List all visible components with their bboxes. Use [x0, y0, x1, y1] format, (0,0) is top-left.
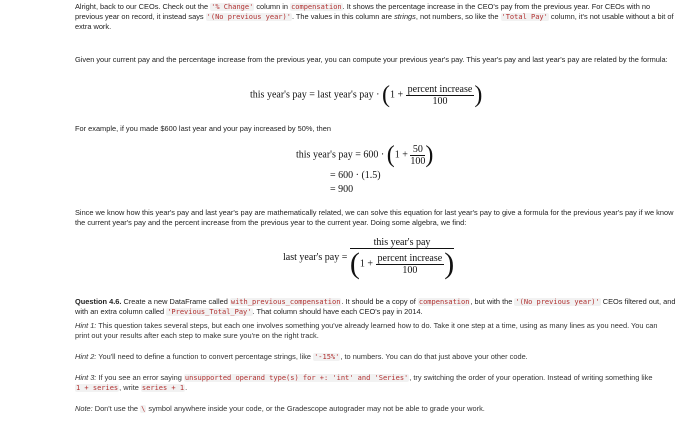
hint-1	[75, 321, 665, 341]
formula-one-plus: 1 +	[389, 89, 404, 101]
hint-label: Hint 3:	[75, 373, 97, 382]
formula-example-line2: = 600 · (1.5)	[330, 170, 381, 181]
code-series-plus-one: series + 1	[141, 384, 185, 392]
code-compensation: compensation	[418, 298, 470, 306]
hint-label: Hint 2:	[75, 352, 97, 361]
text: , but with the	[470, 297, 515, 306]
text: , not numbers, so like the	[415, 12, 501, 21]
hint-text: , try switching the order of your operation. Instead of writing something like	[409, 373, 653, 382]
fraction-denominator: 100	[432, 95, 448, 107]
fraction-numerator: 50	[410, 144, 425, 156]
note	[75, 404, 665, 414]
hint-text: , to numbers. You can do that just above your other code.	[340, 352, 528, 361]
example-paragraph: For example, if you made $600 last year and your pay increased by 50%, then	[75, 124, 331, 133]
hint-text: If you see an error saying	[96, 373, 184, 382]
intro-paragraph	[75, 2, 677, 32]
text: . It shows the percentage increase in the CEO's pay from the previous year. For CEOs with no previous year on record, it instead says	[75, 2, 651, 21]
formula-one-plus: 1 +	[359, 258, 374, 270]
code-no-previous-year: '(No previous year)'	[206, 13, 291, 21]
left-paren: (	[386, 142, 395, 168]
inner-fraction	[376, 253, 445, 276]
text: . The values in this column are	[291, 12, 395, 21]
note-text: Don't use the	[92, 404, 141, 413]
text: column in	[254, 2, 291, 11]
right-paren: )	[425, 142, 434, 168]
text: column, it's not usable without a bit of extra work.	[75, 12, 674, 31]
formula-lhs: last year's pay =	[283, 252, 348, 263]
code-one-plus-series: 1 + series	[76, 384, 119, 392]
fraction-denominator: 100	[410, 155, 426, 167]
fraction	[410, 144, 425, 167]
fraction	[406, 84, 475, 107]
question-label: Question 4.6.	[75, 297, 122, 306]
code-total-pay: 'Total Pay'	[501, 13, 548, 21]
formula-example-line1	[296, 143, 433, 167]
formula-example-line3: = 900	[330, 184, 354, 195]
note-label: Note:	[75, 404, 93, 413]
text: CEOs filtered out, and with an extra column called	[75, 297, 676, 316]
text: . That column should have each CEO's pay in 2014.	[252, 307, 423, 316]
inner-denominator: 100	[402, 264, 418, 276]
hint-text: You'll need to define a function to convert percentage strings, like	[96, 352, 314, 361]
code-backslash: \	[141, 405, 146, 413]
code-error-message: unsupported operand type(s) for +: 'int' and 'Series'	[184, 374, 409, 382]
formula-intro-paragraph: Given your current pay and the percentage increase from the previous year, you can compute your previous year's pay. This year's pay and last year's pay are related by the formula:	[75, 55, 668, 64]
code-previous-total-pay: 'Previous_Total_Pay'	[167, 308, 252, 316]
hint-text: .	[185, 383, 188, 392]
formula-one-plus: 1 +	[394, 149, 408, 161]
text: Alright, back to our CEOs. Check out the	[75, 2, 211, 11]
code-no-previous-year: '(No previous year)'	[515, 298, 600, 306]
outer-fraction	[350, 237, 454, 279]
text-emphasis: strings	[394, 12, 416, 21]
hint-2	[75, 352, 665, 362]
code-with-previous-compensation: with_previous_compensation	[230, 298, 341, 306]
left-paren: (	[349, 247, 360, 280]
code-compensation: compensation	[291, 3, 342, 11]
left-paren: (	[381, 82, 390, 108]
formula-lhs: this year's pay = last year's pay ·	[250, 89, 380, 101]
hint-text: , write	[119, 383, 141, 392]
right-paren: )	[444, 247, 455, 280]
hint-text: This question takes several steps, but each one involves something you've already learned how to do. Take it one step at a time, using as many lines as you need. You can print out your results after each step to make sure you're on the right track.	[75, 321, 658, 340]
code-percent-string-example: '-15%'	[314, 353, 340, 361]
hint-3	[75, 373, 655, 393]
question-4-6	[75, 297, 680, 317]
formula-last-year-pay	[283, 237, 454, 279]
note-text: symbol anywhere inside your code, or the Gradescope autograder may not be able to grade your work.	[146, 404, 485, 413]
algebra-paragraph: Since we know how this year's pay and last year's pay are mathematically related, we can solve this equation for last year's pay to give a formula for the previous year's pay if we know the current year's pay and the percent increase from the previous year to the current year. Doing some algebra, we find:	[75, 208, 674, 227]
text: Create a new DataFrame called	[121, 297, 230, 306]
inner-numerator: percent increase	[377, 252, 443, 264]
outer-numerator: this year's pay	[350, 237, 454, 249]
hint-label: Hint 1:	[75, 321, 97, 330]
fraction-numerator: percent increase	[407, 83, 473, 95]
text: . It should be a copy of	[341, 297, 418, 306]
formula-lhs: this year's pay = 600 ·	[296, 149, 385, 161]
right-paren: )	[474, 82, 483, 108]
formula-pay-relation	[250, 83, 482, 107]
code-percent-change: '% Change'	[211, 3, 254, 11]
outer-denominator	[350, 249, 454, 279]
